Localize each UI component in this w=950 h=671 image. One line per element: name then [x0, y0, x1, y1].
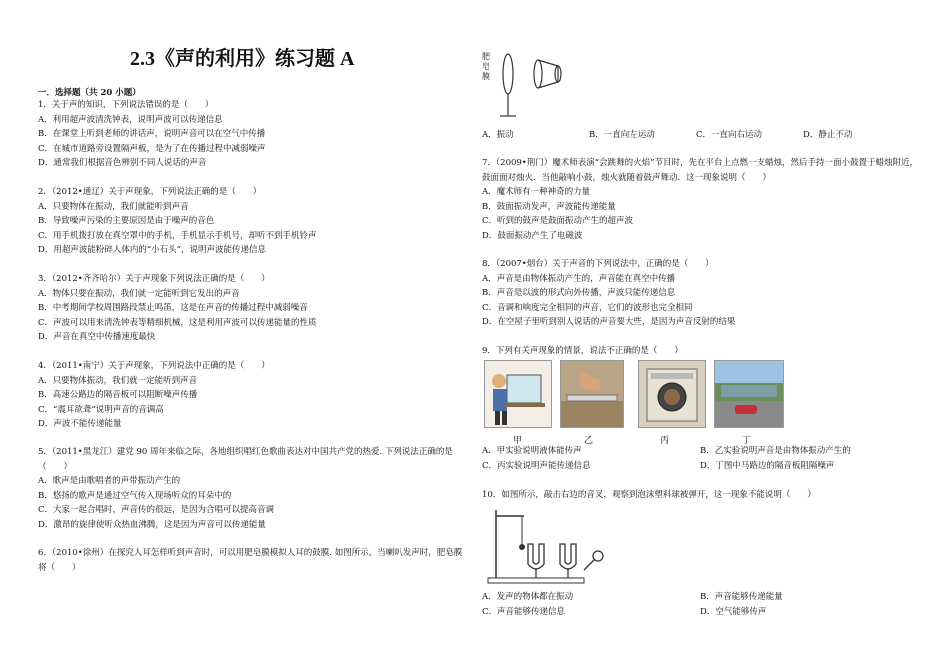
option-d: D．激昂的旋律使听众热血沸腾，这是因为声音可以传递能量	[38, 519, 266, 530]
option-c: C．“震耳欲聋”说明声音的音调高	[38, 404, 164, 415]
option-a: A．利用超声波清洗钟表，说明声波可以传递信息	[38, 114, 223, 125]
photo-label-ding: 丁	[742, 436, 752, 446]
question-stem: 10．如图所示，敲击右边的音叉，观察到泡沫塑料球被弹开，这一现象不能说明（ ）	[482, 490, 816, 500]
question-stem: 2．（2012•通辽）关于声现象，下列说法正确的是（ ）	[38, 187, 262, 197]
option-a: A．甲实验说明液体能传声	[482, 446, 582, 456]
option-b: B．声音是以波的形式向外传播，声波只能传递信息	[482, 288, 676, 298]
option-c: C．声波可以用来清洗钟表等精细机械，这是利用声波可以传递能量的性质	[38, 317, 317, 328]
option-a: A．只要物体振动，我们就一定能听到声音	[38, 375, 198, 386]
option-a: A．歌声是由歌唱者的声带振动产生的	[38, 476, 181, 486]
question-10	[482, 488, 922, 503]
question-2	[38, 185, 470, 258]
option-a: A．振动	[482, 130, 514, 140]
option-b: B．鼓面振动发声，声波能传递能量	[482, 201, 616, 212]
question-stem: 1．关于声的知识，下列说法错误的是（ ）	[38, 100, 214, 110]
question-3	[38, 272, 470, 345]
option-a: A．声音是由物体振动产生的，声音能在真空中传播	[482, 273, 676, 284]
option-b: B．声音能够传递能量	[700, 592, 783, 602]
question-stem: 3．（2012•齐齐哈尔）关于声现象下列说法正确的是（ ）	[38, 274, 270, 284]
figure-label: 肥皂膜	[482, 52, 490, 81]
fish-tank-experiment-icon	[485, 361, 551, 427]
ultrasonic-washer-icon	[639, 361, 705, 427]
option-b: B．一直向左运动	[589, 130, 655, 140]
photo-label-jia: 甲	[513, 436, 523, 446]
photo-jia	[484, 360, 552, 428]
question-5	[38, 445, 470, 532]
option-d: D．丁图中马路边的隔音板阻隔噪声	[700, 460, 835, 471]
option-d: D．鼓面振动产生了电磁波	[482, 230, 583, 241]
option-d: D．静止不动	[803, 130, 853, 140]
tuning-fork-figure	[484, 504, 614, 586]
option-b: B．在课堂上听到老师的讲话声，说明声音可以在空气中传播	[38, 129, 266, 139]
option-c: C．声音能够传递信息	[482, 606, 566, 617]
question-8	[482, 257, 922, 330]
option-b: B．导致噪声污染的主要原因是由于噪声的音色	[38, 216, 215, 226]
question-stem: 5．（2011•黑龙江）建党 90 周年来临之际，各地组织唱红色歌曲表达对中国共产党的热爱. 下列说法正确的是（ ）	[38, 447, 453, 472]
option-a: A．物体只要在振动，我们就一定能听到它发出的声音	[38, 288, 240, 299]
option-a: A．魔术师有一种神奇的力量	[482, 187, 591, 197]
option-c: C．用手机拨打放在真空罩中的手机，手机显示手机号，却听不到手机铃声	[38, 230, 317, 241]
option-c: C．大家一起合唱时，声音传的很远，是因为合唱可以提高音调	[38, 505, 275, 515]
option-b: B．悠扬的歌声是通过空气传入现场听众的耳朵中的	[38, 490, 232, 501]
page-title: 2.3《声的利用》练习题 A	[130, 48, 355, 70]
option-a: A．只要物体在振动，我们就能听到声音	[38, 201, 189, 212]
option-d: D．声音在真空中传播速度最快	[38, 332, 156, 342]
option-c: C．听到的鼓声是鼓面振动产生的超声波	[482, 216, 634, 226]
section-heading: 一．选择题（共 20 小题）	[38, 88, 141, 98]
option-d: D．通常我们根据音色辨别不同人说话的声音	[38, 158, 207, 168]
option-b: B．中考期间学校周围路段禁止鸣笛，这是在声音的传播过程中减弱噪音	[38, 303, 308, 313]
option-b: B．乙实验说明声音是由物体振动产生的	[700, 446, 851, 456]
question-9-options	[482, 444, 922, 473]
option-c: C．在城市道路旁设置隔声板，是为了在传播过程中减弱噪声	[38, 143, 266, 154]
question-4	[38, 359, 470, 432]
photo-ding	[714, 360, 784, 428]
ruler-vibration-icon	[561, 361, 623, 427]
photo-bing	[638, 360, 706, 428]
soap-film-figure	[482, 50, 602, 122]
option-c: C．丙实验说明声能传递信息	[482, 460, 591, 471]
option-c: C．音调和响度完全相同的声音，它们的波形也完全相同	[482, 302, 693, 313]
soap-film-speaker-icon	[496, 50, 606, 122]
question-stem: 8．（2007•烟台）关于声音的下列说法中，正确的是（ ）	[482, 259, 714, 269]
photo-label-yi: 乙	[584, 436, 594, 446]
question-stem: 9．下列有关声现象的情景，说法不正确的是（ ）	[482, 346, 683, 356]
option-c: C．一直向右运动	[696, 130, 763, 140]
question-stem: 4．（2011•南宁）关于声现象，下列说法中正确的是（ ）	[38, 361, 270, 371]
question-stem: 6．（2010•徐州）在探究人耳怎样听到声音时，可以用肥皂膜模拟人耳的鼓膜. 如图所示，当喇叭发声时，肥皂膜将（ ）	[38, 548, 463, 573]
photo-label-bing: 丙	[660, 436, 670, 446]
question-stem: 7．（2009•荆门）魔术师表演“会跳舞的火焰”节目时，先在平台上点燃一支蜡烛，然后手持一面小鼓置于蜡烛附近，鼓面面对烛火．当他敲响小鼓，烛火就随着鼓声舞动．这一现象说明（ ）	[482, 158, 918, 183]
tuning-fork-icon	[484, 504, 614, 586]
option-b: B．高速公路边的隔音板可以阻断噪声传播	[38, 390, 198, 400]
question-6-options	[482, 128, 922, 143]
question-1	[38, 98, 470, 171]
option-d: D．声波不能传递能量	[38, 419, 122, 429]
question-7	[482, 156, 922, 243]
question-10-options	[482, 590, 922, 619]
option-d: D．空气能够传声	[700, 606, 767, 617]
question-9	[482, 344, 922, 359]
question-6	[38, 546, 470, 575]
option-a: A．发声的物体都在振动	[482, 592, 574, 602]
sound-barrier-road-icon	[715, 361, 783, 427]
option-d: D．在空屋子里听到别人说话的声音要大些，是因为声音反射的结果	[482, 317, 736, 327]
option-d: D．用超声波能粉碎人体内的“小石头”，说明声波能传递信息	[38, 245, 267, 255]
photo-yi	[560, 360, 624, 428]
